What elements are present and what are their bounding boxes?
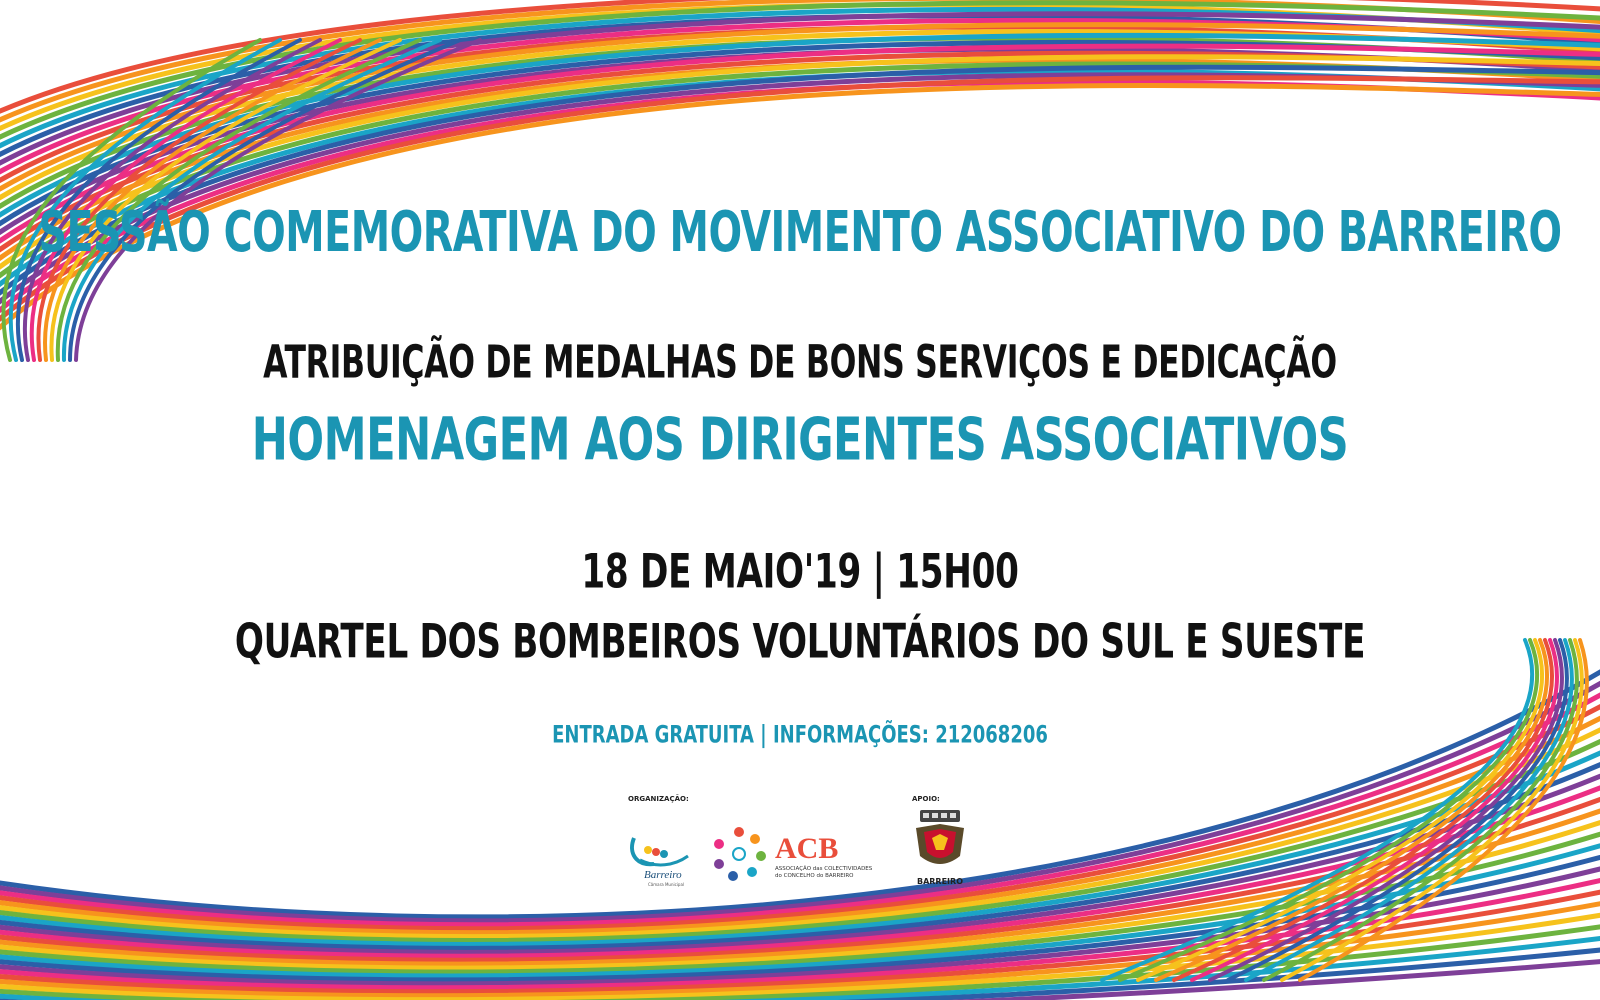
entry-info: ENTRADA GRATUITA | INFORMAÇÕES: 212068206 (552, 719, 1048, 749)
cm-barreiro-logo (626, 818, 696, 888)
organization-label: ORGANIZAÇÃO: (628, 795, 689, 803)
event-location: QUARTEL DOS BOMBEIROS VOLUNTÁRIOS DO SUL E SUESTE (234, 613, 1366, 669)
support-label: APOIO: (912, 795, 940, 803)
acb-logo (707, 818, 887, 888)
cm-barreiro-subtext: Câmara Municipal (648, 882, 685, 887)
medals-subtitle: ATRIBUIÇÃO DE MEDALHAS DE BONS SERVIÇOS E DEDICAÇÃO (263, 337, 1337, 389)
event-title: SESSÃO COMEMORATIVA DO MOVIMENTO ASSOCIATIVO DO BARREIRO (38, 199, 1562, 266)
acb-line1: ASSOCIAÇÃO das COLECTIVIDADES (775, 866, 873, 872)
cm-barreiro-text: Barreiro (644, 869, 682, 881)
bombeiros-text: BARREIRO (916, 877, 964, 886)
acb-line2: do CONCELHO do BARREIRO (775, 873, 854, 879)
bombeiros-barreiro-crest (910, 808, 970, 888)
acb-letters: ACB (775, 832, 839, 865)
tribute-subtitle: HOMENAGEM AOS DIRIGENTES ASSOCIATIVOS (251, 405, 1349, 475)
event-date-time: 18 DE MAIO'19 | 15H00 (581, 543, 1019, 599)
